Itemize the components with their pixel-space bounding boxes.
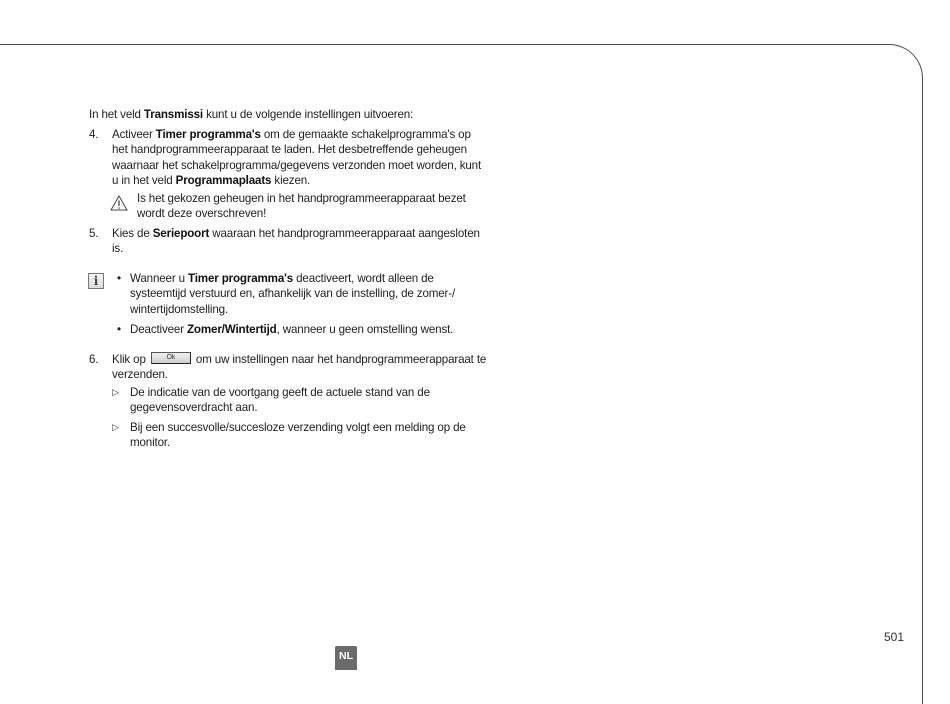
ok-button[interactable]: Ok — [151, 352, 191, 364]
step-5 — [89, 226, 489, 257]
intro-text-end: kunt u de volgende instellingen uitvoeren: — [203, 108, 414, 121]
step-text: om de gemaakte schakelprogramma's op het handprogrammeerapparaat te laden. Het desbetreffende geheugen waarnaar het schakelprogramma/gegevens verzonden moet worden, kunt u in het veld — [112, 127, 482, 187]
bullet-text: deactiveert, wordt alleen de systeemtijd verstuurd en, afhankelijk van de instelling, de zomer-/ wintertijdomstelling. — [130, 271, 456, 316]
info-bullet — [114, 322, 489, 338]
seriepoort-label: Seriepoort — [152, 226, 210, 240]
intro-paragraph — [89, 107, 489, 123]
result-item — [112, 385, 489, 416]
timer-programmas-label: Timer programma's — [155, 127, 261, 141]
warning-text: Is het gekozen geheugen in het handprogrammeerapparaat bezet wordt deze overschreven! — [137, 191, 466, 220]
info-bullet — [114, 271, 489, 318]
info-note — [89, 271, 489, 338]
step-text: waaraan het handprogrammeerapparaat aangesloten is. — [112, 226, 480, 255]
step-6 — [89, 352, 489, 451]
step-text: om uw instellingen naar het handprogrammeerapparaat te verzenden. — [112, 352, 487, 381]
step-number: 5. — [89, 226, 99, 240]
warning-note — [112, 191, 489, 222]
bullet-text: , wanneer u geen omstelling wenst. — [276, 323, 454, 336]
step-text: Kies de — [112, 226, 153, 240]
step-number: 4. — [89, 127, 99, 141]
arrow-right-icon: ▷ — [112, 386, 119, 397]
step-text: Klik op — [112, 352, 149, 366]
step-4 — [89, 127, 489, 222]
page-number: 501 — [884, 630, 905, 644]
transmissi-field-name: Transmissi — [143, 108, 204, 121]
arrow-right-icon: ▷ — [112, 421, 119, 432]
step-number: 6. — [89, 352, 99, 366]
result-text: De indicatie van de voortgang geeft de actuele stand van de gegevensoverdracht aan. — [130, 385, 430, 414]
timer-programmas-label: Timer programma's — [188, 271, 294, 285]
intro-text: In het veld — [89, 108, 144, 121]
zomer-wintertijd-label: Zomer/Wintertijd — [187, 323, 277, 336]
result-text: Bij een succesvolle/succesloze verzending volgt een melding op de monitor. — [130, 420, 466, 449]
language-badge: NL — [335, 646, 357, 670]
step-text: Activeer — [112, 127, 156, 141]
programmaplaats-label: Programmaplaats — [175, 174, 272, 187]
bullet-text: Deactiveer — [130, 323, 187, 336]
document-body — [89, 107, 489, 455]
result-item — [112, 420, 489, 451]
bullet-text: Wanneer u — [130, 271, 189, 285]
warning-triangle-icon — [110, 195, 128, 211]
step-text: kiezen. — [271, 174, 311, 187]
info-icon: i — [88, 273, 104, 289]
